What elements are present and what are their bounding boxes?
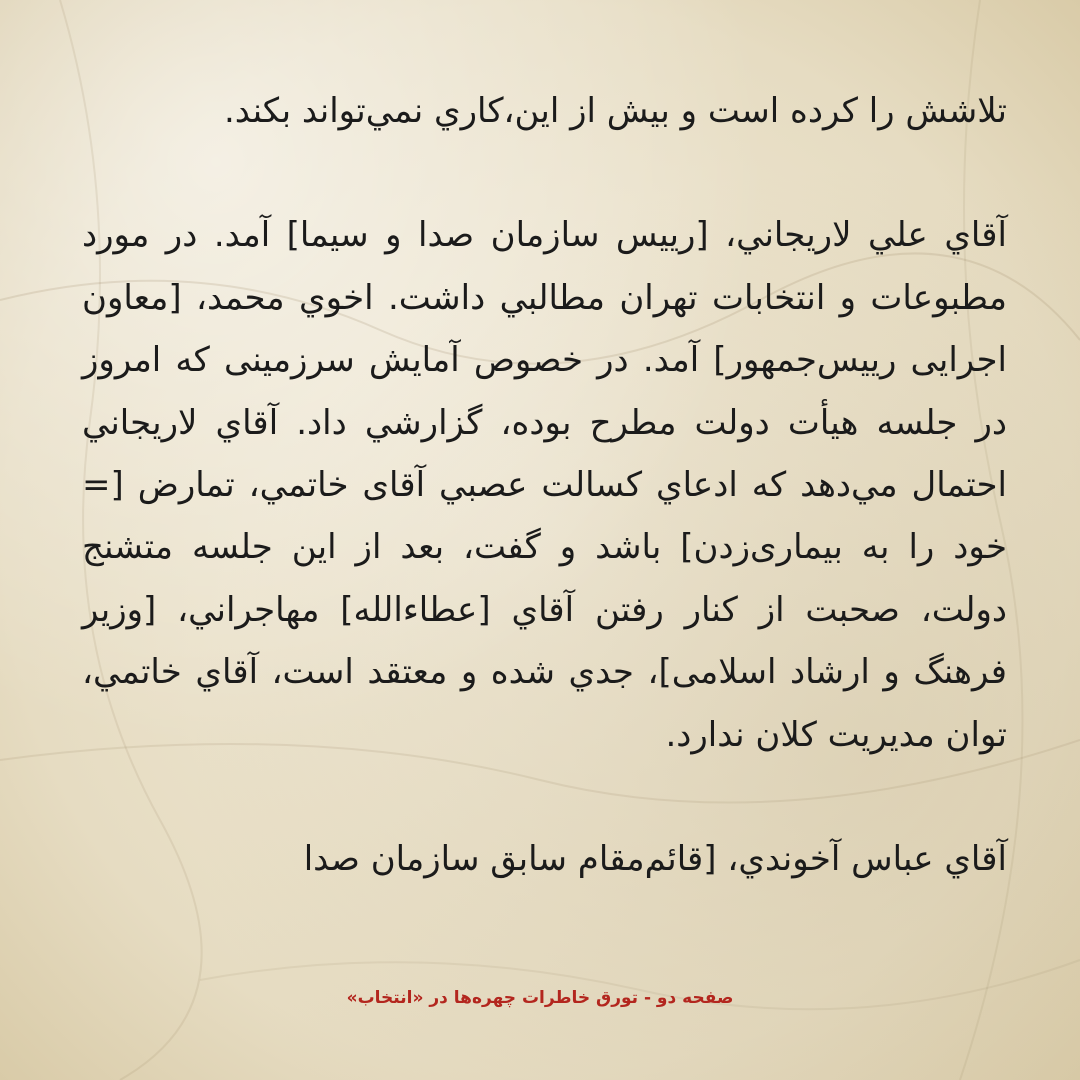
page-footer: صفحه دو - تورق خاطرات چهره‌ها در «انتخاب» (346, 988, 734, 1008)
paragraph-1: تلاشش را كرده است و بيش از اين،كاري نمي‌تواند بكند. (223, 91, 1007, 131)
document-body (82, 80, 1007, 890)
paragraph-3: آقاي عباس آخوندي، [قائم‌مقام سابق سازمان صدا (303, 839, 1007, 880)
paragraph-2: آقاي علي لاريجاني، [رييس سازمان صدا و سيما] آمد. در مورد مطبوعات و انتخابات تهران مطالبي داشت. اخوي محمد، [معاون اجرايی رييس‌جمهور] آمد. در خصوص آمايش سرزمينی كه امروز در جلسه هيأت دولت مطرح بوده، گزارشي داد. آقاي لاريجاني احتمال مي‌دهد كه ادعاي كسالت عصبي آقای خاتمي، تمارض [= خود را به بيماری‌زدن] باشد و گفت، بعد از اين جلسه متشنج دولت، صحبت از كنار رفتن آقاي [عطاءالله] مهاجراني، [وزير فرهنگ و ارشاد اسلامی]، جدي شده و معتقد است، آقاي خاتمي، توان مديريت كلان ندارد. (82, 215, 1007, 755)
